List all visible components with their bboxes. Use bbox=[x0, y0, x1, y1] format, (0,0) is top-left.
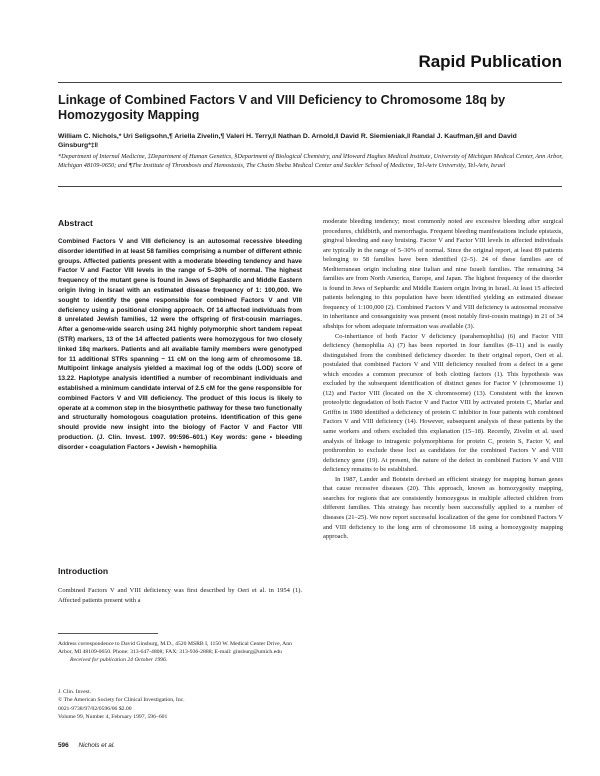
introduction-heading: Introduction bbox=[58, 566, 109, 576]
author-list: William C. Nichols,* Uri Seligsohn,¶ Ariella Zivelin,¶ Valeri H. Terry,‖ Nathan D. Arnold,‖ David R. Siemieniak,‖ Randal J. Kaufman,§‖ and David Ginsburg*‡‖ bbox=[58, 133, 517, 150]
journal-name: J. Clin. Invest. bbox=[58, 689, 92, 695]
copyright-line: © The American Society for Clinical Investigation, Inc. bbox=[58, 697, 185, 704]
body-paragraph-1: moderate bleeding tendency; most commonly noted are excessive bleeding after surgical procedures, childbirth, and menorrhagia. Frequent bleeding manifestations include epistaxis, gingival bleeding and easy bruising. Factor V and Factor VIII levels in affected individuals are typically in the range of 5–30% of normal. Since the original report, at least 89 patients belonging to 58 families have been identified (2–5). 24 of these families are of Mediterranean origin including nine Italian and nine Israeli families. The remaining 34 families are from North America, Europe, and Japan. The highest frequency of the disorder is found in Jews of Sephardic and Middle Eastern origin living in Israel. At least 15 affected patients belonging to this population have been identified yielding an estimated disease frequency of 1:100,000 (2). Combined Factors V and VIII deficiency is autosomal recessive in inheritance and consanguinity was present (most notably first-cousin matings) in 21 of 34 sibships for whom adequate information was available (3). bbox=[323, 218, 563, 331]
volume-line: Volume 99, Number 4, February 1997, 596–601 bbox=[58, 713, 168, 720]
article-title: Linkage of Combined Factors V and VIII Deficiency to Chromosome 18q by Homozygosity Mapping bbox=[58, 93, 506, 122]
introduction-text: Combined Factors V and VIII deficiency was first described by Oeri et al. in 1954 (1). Affected patients present with a bbox=[58, 587, 302, 604]
page-number: 596 bbox=[58, 742, 69, 749]
right-column bbox=[323, 217, 563, 542]
abstract-heading: Abstract bbox=[58, 218, 93, 228]
running-head: Nichols et al. bbox=[78, 742, 116, 749]
affiliations: *Department of Internal Medicine, ‡Department of Human Genetics, §Department of Biological Chemistry, and ‖Howard Hughes Medical Institute, University of Michigan Medical Center, Ann Arbor, Michigan 48109-0650; and ¶The Institute of Thrombosis and Hemostasis, The Chaim Sheba Medical Center and Sackler School of Medicine, Tel-Aviv University, Tel-Aviv, Israel bbox=[58, 153, 563, 169]
received-date: Received for publication 24 October 1996. bbox=[70, 657, 168, 664]
page-footer bbox=[58, 742, 115, 749]
abstract-section bbox=[58, 218, 302, 453]
header-rule bbox=[58, 82, 562, 83]
issn-line: 0021-9738/97/02/0596/06 $2.00 bbox=[58, 705, 132, 712]
correspondence-footnote bbox=[58, 640, 302, 665]
body-paragraph-3: In 1987, Lander and Botstein devised an efficient strategy for mapping human genes that cause recessive diseases (20). This approach, known as homozygosity mapping, searches for regions that are consistently homozygous in multiple affected children from different families. This strategy has recently been successfully applied to a number of diseases (21–25). We now report successful localization of the gene for combined Factors V and VIII deficiency to the long arm of chromosome 18 using a homozygosity mapping approach. bbox=[323, 475, 563, 541]
abstract-text: Combined Factors V and VIII deficiency is an autosomal recessive bleeding disorder identified in at least 58 families comprising a number of different ethnic groups. Affected patients present with a moderate bleeding tendency and have Factor V and Factor VIII levels in the range of 5–30% of normal. The highest frequency of the mutant gene is found in Jews of Sephardic and Middle Eastern origin living in Israel with an estimated disease frequency of 1: 100,000. We sought to identify the gene responsible for combined Factors V and VIII deficiency using a positional cloning approach. Of 14 affected individuals from 8 unrelated Jewish families, 12 were the offspring of first-cousin marriages. After a genome-wide search using 241 highly polymorphic short tandem repeat (STR) markers, 13 of the 14 affected patients were homozygous for two closely linked 18q markers. Patients and all available family members were genotyped for 11 additional STRs spanning ~ 11 cM on the long arm of chromosome 18. Multipoint linkage analysis yielded a maximal log of the odds (LOD) score of 13.22. Haplotype analysis identified a number of recombinant individuals and established a minimum candidate interval of 2.5 cM for the gene responsible for combined Factors V and VIII deficiency. The product of this locus is likely to operate at a common step in the biosynthetic pathway for these two functionally and structurally homologous coagulation proteins. Identification of this gene should provide new insight into the biology of Factor V and Factor VIII production. (J. Clin. Invest. 1997. 99:596–601.) Key words: gene • bleeding disorder • coagulation Factors • Jewish • hemophilia bbox=[58, 238, 302, 451]
journal-info bbox=[58, 688, 302, 721]
footnote-rule bbox=[58, 633, 158, 634]
section-label: Rapid Publication bbox=[418, 52, 562, 71]
title-rule bbox=[58, 186, 562, 187]
correspondence-address: Address correspondence to David Ginsburg, M.D., 4520 MSRB I, 1150 W. Medical Center Drive, Ann Arbor, MI 48109-0650. Phone: 313-647-4808; FAX: 313-936-2888; E-mail: ginsburg@umich.edu bbox=[58, 641, 292, 656]
body-paragraph-2: Co-inheritance of both Factor V deficiency (parahemophilia) (6) and Factor VIII deficiency (hemophilia A) (7) has been reported in four families (8–11) and is easily distinguished from the combined deficiency disorder. In their original report, Oeri et al. postulated that combined Factors V and VIII deficiency resulted from a defect in a gene which encodes a common precursor of both clotting factors (1). This hypothesis was excluded by the subsequent identification of distinct genes for Factor V (chromosome 1) (12) and Factor VIII (located on the X chromosome) (13). Consistent with the known proteolytic degradation of both Factor V and Factor VIII by activated protein C, Marlar and Griffin in 1980 identified a deficiency of protein C inhibitor in four patients with combined Factors V and VIII deficiency (14). However, subsequent analysis of these patients by the same workers and others excluded this explanation (15–18). Recently, Zivelin et al. used analysis of linkage to intragenic polymorphisms for protein C, protein S, Factor V, and prothrombin to exclude these loci as candidates for the combined Factors V and VIII deficiency gene (19). At present, the nature of the defect in combined Factors V and VIII deficiency remains to be established. bbox=[323, 332, 563, 474]
